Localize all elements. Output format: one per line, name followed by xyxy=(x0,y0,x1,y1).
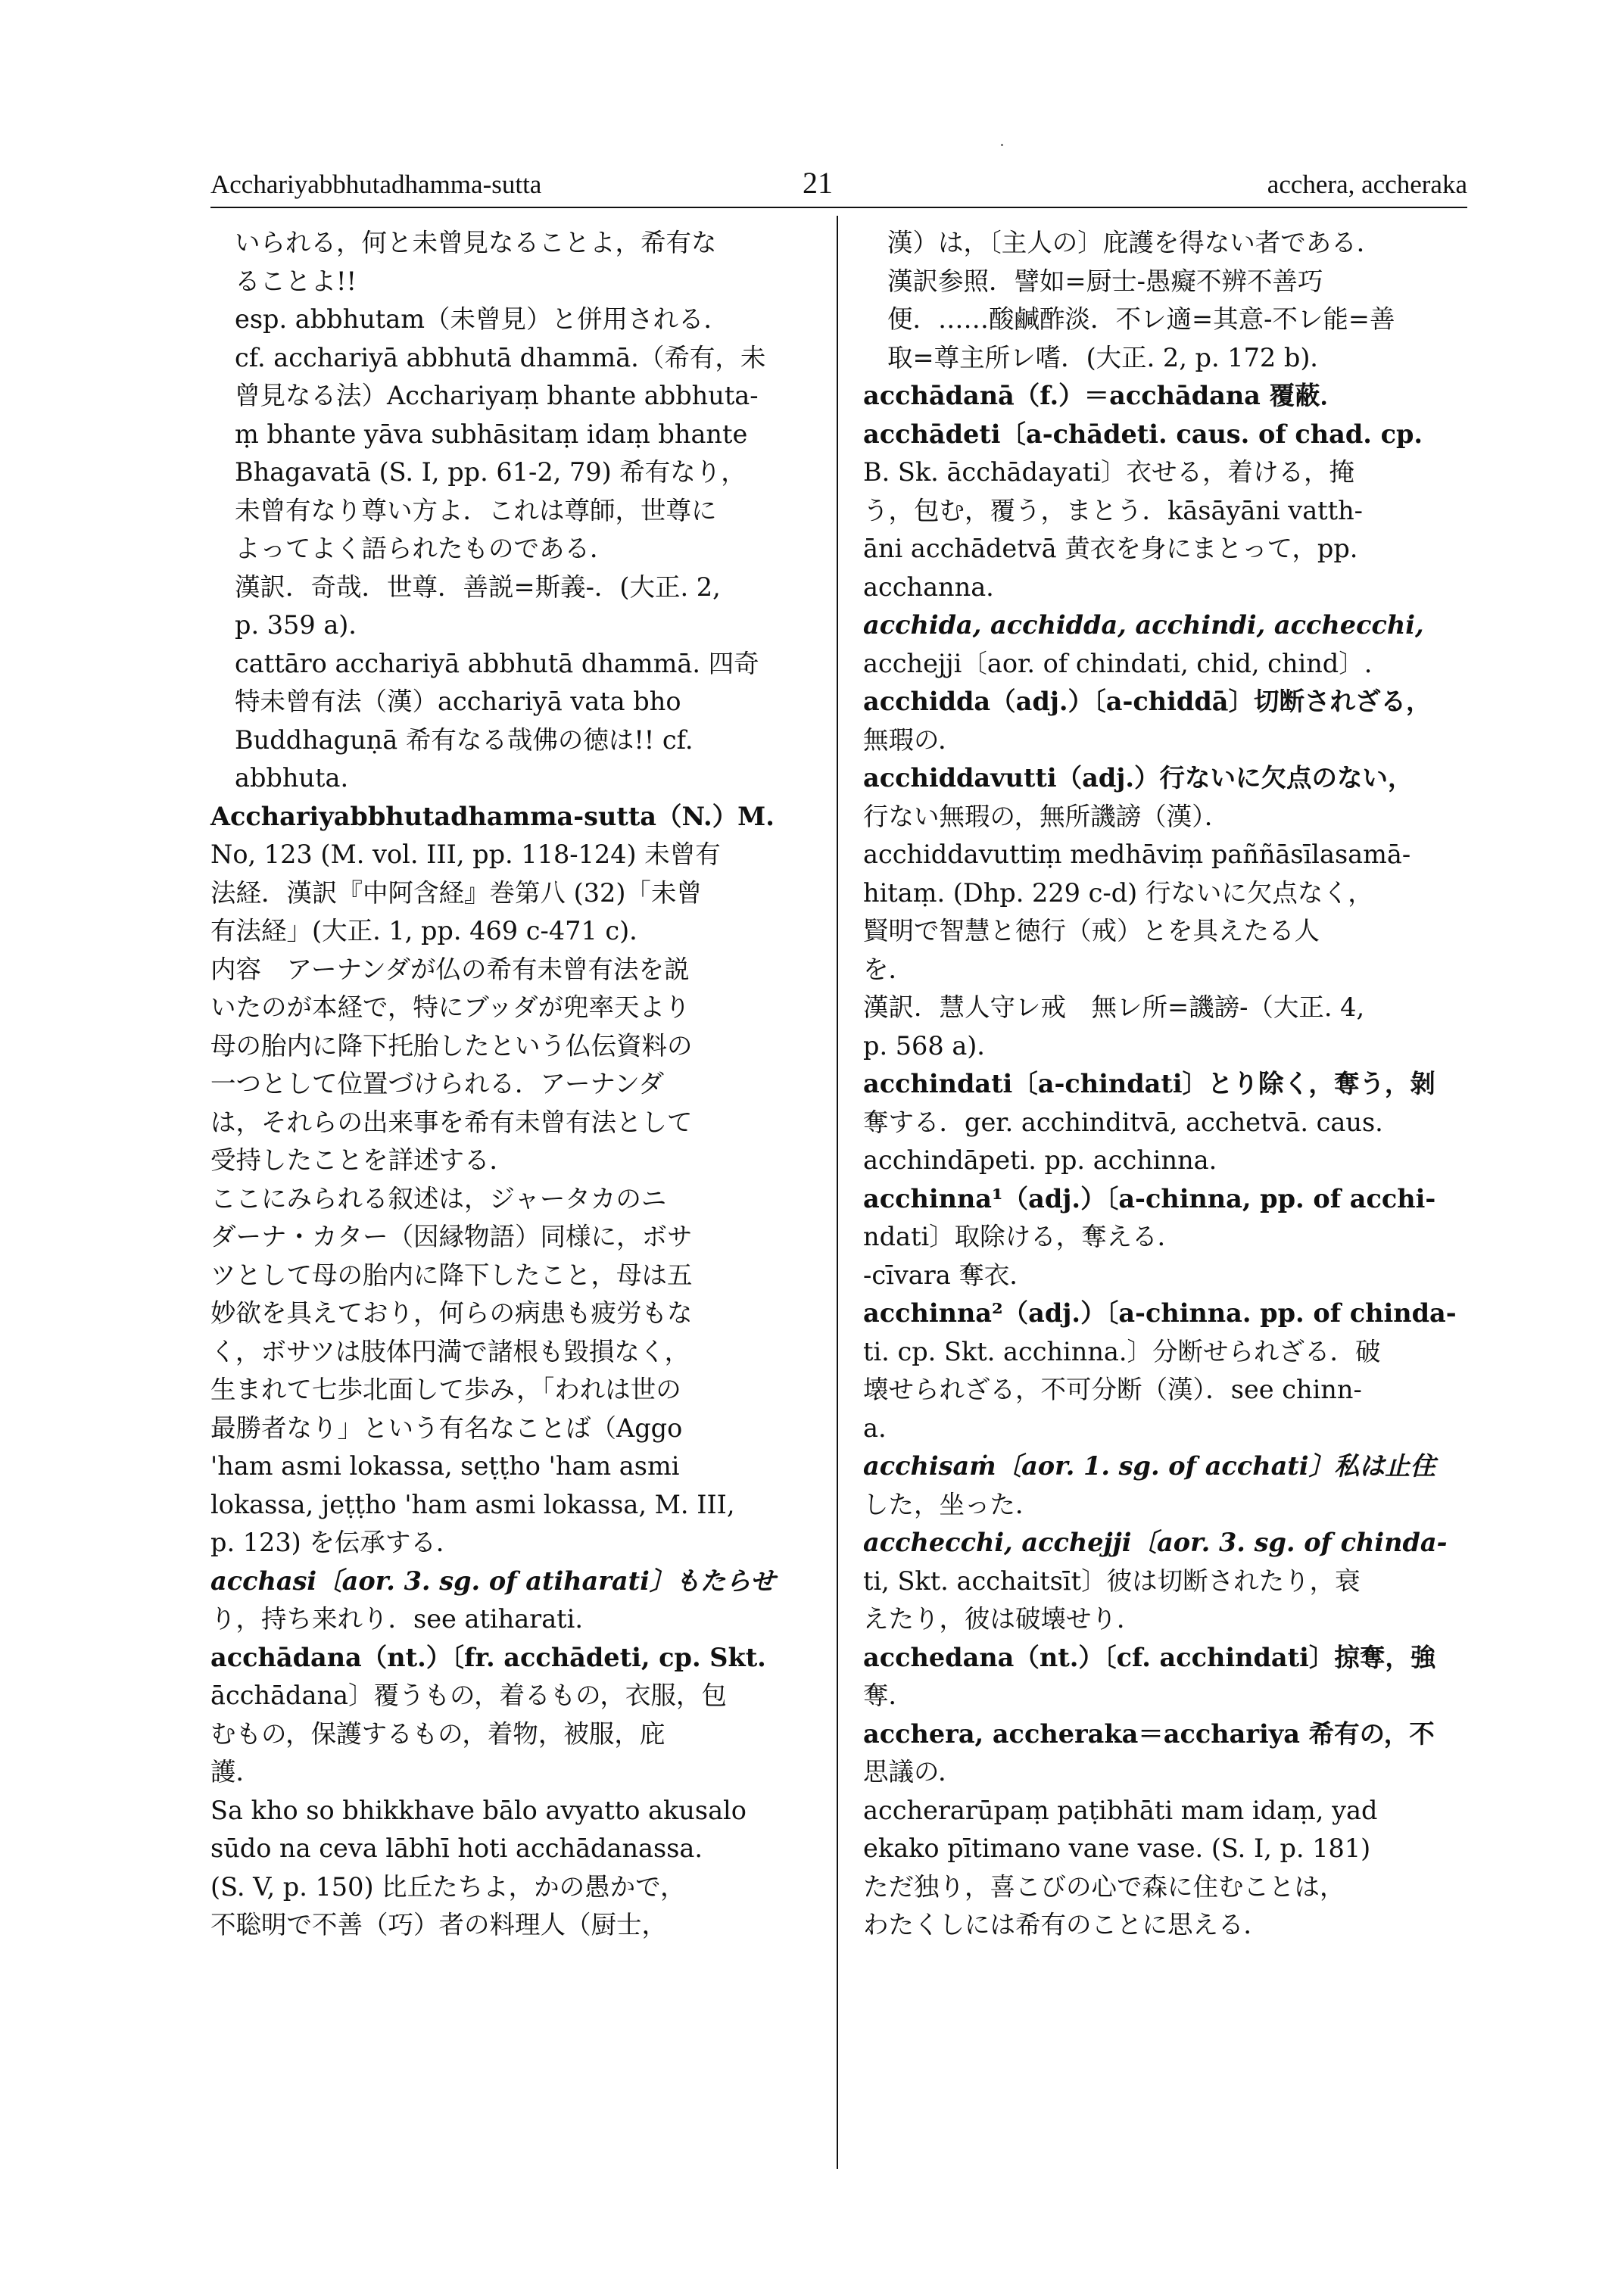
text-line: 漢）は，〔主人の〕庇護を得ない者である． xyxy=(887,228,1382,257)
text-line: 法経．漢訳『中阿含経』巻第八 (32)「未曾 xyxy=(210,877,702,908)
text-line: えたり，彼は破壊せり． xyxy=(863,1604,1142,1634)
entry-headword-line: acchinna²（adj.）〔a-chinna. pp. of chinda- xyxy=(863,1298,1457,1328)
text-line: 'ham asmi lokassa, seṭṭho 'ham asmi xyxy=(210,1451,680,1481)
entry-headword-line: acchasi〔aor. 3. sg. of atiharati〕もたらせ xyxy=(210,1566,776,1596)
text-line: ただ独り，喜こびの心で森に住むことは， xyxy=(863,1871,1345,1902)
text-line: 取=尊主所レ嗜．(大正. 2, p. 172 b)． xyxy=(887,342,1336,372)
text-line: B. Sk. ācchādayati〕衣せる，着ける，掩 xyxy=(863,457,1354,487)
entry-headword-line: acchidda（adj.）〔a-chiddā〕切断されざる， xyxy=(863,687,1432,716)
text-line: わたくしには希有のことに思える． xyxy=(863,1910,1269,1939)
text-line: 最勝者なり」という有名なことば（Aggo xyxy=(210,1413,683,1443)
text-line: ndati〕取除ける，奪える． xyxy=(863,1222,1183,1251)
text-line: 受持したことを詳述する． xyxy=(210,1145,515,1175)
text-line: acchiddavuttiṃ medhāviṃ paññāsīlasamā- xyxy=(863,840,1411,869)
text-line: ṃ bhante yāva subhāsitaṃ idaṃ bhante xyxy=(235,419,748,449)
text-line: No, 123 (M. vol. III, pp. 118-124) 未曾有 xyxy=(210,840,721,869)
text-line: p. 359 a)． xyxy=(235,610,374,640)
text-line: 内容 アーナンダが仏の希有未曾有法を説 xyxy=(210,954,690,984)
text-line: p. 568 a)． xyxy=(863,1030,1002,1061)
dictionary-entry xyxy=(863,1524,1469,1639)
running-header xyxy=(210,165,1467,203)
dictionary-entry xyxy=(863,1639,1469,1715)
text-line: acchejji〔aor. of chindati, chid, chind〕. xyxy=(863,648,1373,678)
text-line: 一つとして位置づけられる．アーナンダ xyxy=(210,1069,664,1098)
text-line: abbhuta. xyxy=(235,763,349,793)
text-line: Sa kho so bhikkhave bālo avyatto akusalo xyxy=(210,1795,747,1825)
entry-headword-line: acchedana（nt.）〔cf. acchindati〕掠奪，強 xyxy=(863,1642,1436,1672)
dictionary-entry xyxy=(863,1180,1469,1295)
text-line: 生まれて七歩北面して歩み，「われは世の xyxy=(210,1375,681,1404)
dictionary-entry xyxy=(210,1562,816,1639)
text-line: acchindāpeti. pp. acchinna. xyxy=(863,1145,1217,1175)
entry-headword-line: Acchariyabbhutadhamma-sutta（N.）M. xyxy=(210,801,775,831)
text-line: 壊せられざる，不可分断（漢）．see chinn- xyxy=(863,1375,1362,1404)
text-line: ekako pītimano vane vase. (S. I, p. 181) xyxy=(863,1833,1371,1863)
dictionary-entry xyxy=(863,377,1469,416)
text-line: 有法経」(大正. 1, pp. 469 c-471 c)． xyxy=(210,916,655,946)
text-line: esp. abbhutam（未曾見）と併用される． xyxy=(235,304,729,334)
entry-headword-line: acchisaṁ〔aor. 1. sg. of acchati〕私は止住 xyxy=(863,1451,1435,1481)
entry-headword-line: acchādana（nt.）〔fr. acchādeti, cp. Skt. xyxy=(210,1642,766,1672)
text-line: hitaṃ. (Dhp. 229 c-d) 行ないに欠点なく， xyxy=(863,877,1373,908)
left-column xyxy=(210,224,816,1945)
text-line: 奪する．ger. acchinditvā, acchetvā. caus. xyxy=(863,1107,1383,1137)
text-line: した，坐った． xyxy=(863,1489,1041,1519)
text-line: ることよ!! xyxy=(235,266,357,296)
text-line: ācchādana〕覆うもの，着るもの，衣服，包 xyxy=(210,1681,727,1710)
text-line: a. xyxy=(863,1413,887,1443)
text-line: 護． xyxy=(210,1757,261,1787)
dictionary-entry xyxy=(863,416,1469,607)
dictionary-entry xyxy=(863,1065,1469,1180)
page-number: 21 xyxy=(803,166,833,200)
text-line: むもの，保護するもの，着物，被服，庇 xyxy=(210,1718,665,1749)
text-line: ここにみられる叙述は，ジャータカのニ xyxy=(210,1183,667,1213)
text-line: accherarūpaṃ paṭibhāti mam idaṃ, yad xyxy=(863,1795,1378,1825)
text-line: り，持ち来れり．see atiharati. xyxy=(210,1604,583,1634)
entry-headword-line: acchecchi, acchejji〔aor. 3. sg. of chinda- xyxy=(863,1528,1448,1557)
dictionary-entry xyxy=(863,683,1469,759)
text-line: 特未曾有法（漢）acchariyā vata bho xyxy=(235,687,681,716)
header-right-term: acchera, accheraka xyxy=(1267,170,1467,199)
text-line: Buddhaguṇā 希有なる哉佛の徳は!! cf. xyxy=(235,724,694,755)
text-line: āni acchādetvā 黄衣を身にまとって，pp. xyxy=(863,534,1358,563)
dictionary-entry xyxy=(210,1639,816,1945)
text-line: は，それらの出来事を希有未曾有法として xyxy=(210,1107,693,1137)
text-line: acchanna. xyxy=(863,572,994,602)
text-line: ti, Skt. acchaitsīt〕彼は切断されたり，衰 xyxy=(863,1566,1361,1596)
text-line: sūdo na ceva lābhī hoti acchādanassa. xyxy=(210,1833,703,1863)
text-line: う，包む，覆う，まとう．kāsāyāni vatth- xyxy=(863,495,1363,525)
column-divider xyxy=(837,216,838,2169)
entry-headword-line: acchādanā（f.）＝acchādana 覆蔽． xyxy=(863,381,1346,410)
entry-headword-line: acchera, accheraka＝acchariya 希有の，不 xyxy=(863,1718,1435,1749)
speck-mark xyxy=(1001,144,1003,146)
text-line: -cīvara 奪衣． xyxy=(863,1260,1035,1290)
entry-continuation xyxy=(210,224,816,798)
text-line: 賢明で智慧と徳行（戒）とを具えたる人 xyxy=(863,916,1320,946)
text-line: 漢訳参照．譬如=厨士-愚癡不辨不善巧 xyxy=(887,266,1323,296)
dictionary-entry xyxy=(863,1294,1469,1447)
text-line: 奪． xyxy=(863,1681,914,1710)
text-line: を． xyxy=(863,954,914,984)
dictionary-entry xyxy=(863,1447,1469,1524)
dictionary-entry xyxy=(863,606,1469,683)
entry-continuation xyxy=(863,224,1469,377)
text-line: 漢訳．奇哉．世尊．善説=斯義-．(大正. 2, xyxy=(235,572,721,602)
text-line: 曾見なる法）Acchariyaṃ bhante abbhuta- xyxy=(235,381,759,410)
dictionary-entry xyxy=(863,1715,1469,1945)
text-line: 便．……酸鹹酢淡．不レ適=其意-不レ能=善 xyxy=(887,304,1395,334)
text-line: 漢訳．慧人守レ戒 無レ所=譏謗-（大正. 4, xyxy=(863,992,1365,1022)
text-line: 妙欲を具えており，何らの病患も疲労もな xyxy=(210,1298,693,1328)
text-line: よってよく語られたものである． xyxy=(235,534,616,563)
entry-headword-line: acchiddavutti（adj.）行ないに欠点のない， xyxy=(863,763,1414,793)
dictionary-entry xyxy=(863,759,1469,1065)
text-line: ダーナ・カター（因縁物語）同様に，ボサ xyxy=(210,1222,693,1251)
text-line: ツとして母の胎内に降下したこと，母は五 xyxy=(210,1260,693,1290)
right-column xyxy=(863,224,1469,1945)
text-line: 行ない無瑕の，無所譏謗（漢）． xyxy=(863,801,1230,831)
text-line: cattāro acchariyā abbhutā dhammā. 四奇 xyxy=(235,648,759,678)
text-line: いられる，何と未曾見なることよ，希有な xyxy=(235,228,717,257)
entry-headword-line: acchindati〔a-chindati〕とり除く，奪う，剝 xyxy=(863,1069,1435,1098)
header-rule xyxy=(210,207,1467,208)
text-line: いたのが本経で，特にブッダが兜率天より xyxy=(210,992,690,1022)
text-line: 無瑕の． xyxy=(863,724,964,755)
text-line: く，ボサツは肢体円満で諸根も毀損なく， xyxy=(210,1336,690,1366)
entry-headword-line: acchinna¹（adj.）〔a-chinna, pp. of acchi- xyxy=(863,1183,1436,1213)
header-left-term: Acchariyabbhutadhamma-sutta xyxy=(210,170,542,199)
text-line: p. 123) を伝承する． xyxy=(210,1528,462,1557)
text-line: 母の胎内に降下托胎したという仏伝資料の xyxy=(210,1030,693,1061)
text-line: (S. V, p. 150) 比丘たちよ，かの愚かで， xyxy=(210,1871,686,1902)
entry-headword-line: acchādeti〔a-chādeti. caus. of chad. cp. xyxy=(863,419,1423,449)
text-line: 思議の． xyxy=(863,1757,964,1787)
dictionary-entry xyxy=(210,798,816,1562)
text-line: 未曾有なり尊い方よ．これは尊師，世尊に xyxy=(235,495,717,525)
text-line: ti. cp. Skt. acchinna.〕分断せられざる．破 xyxy=(863,1336,1381,1366)
text-line: Bhagavatā (S. I, pp. 61-2, 79) 希有なり， xyxy=(235,457,747,487)
text-line: cf. acchariyā abbhutā dhammā.（希有，未 xyxy=(235,342,766,372)
text-line: 不聡明で不善（巧）者の料理人（厨士， xyxy=(210,1910,667,1939)
entry-headword-line: acchida, acchidda, acchindi, acchecchi, xyxy=(863,610,1424,640)
text-line: lokassa, jeṭṭho 'ham asmi lokassa, M. III, xyxy=(210,1489,735,1519)
